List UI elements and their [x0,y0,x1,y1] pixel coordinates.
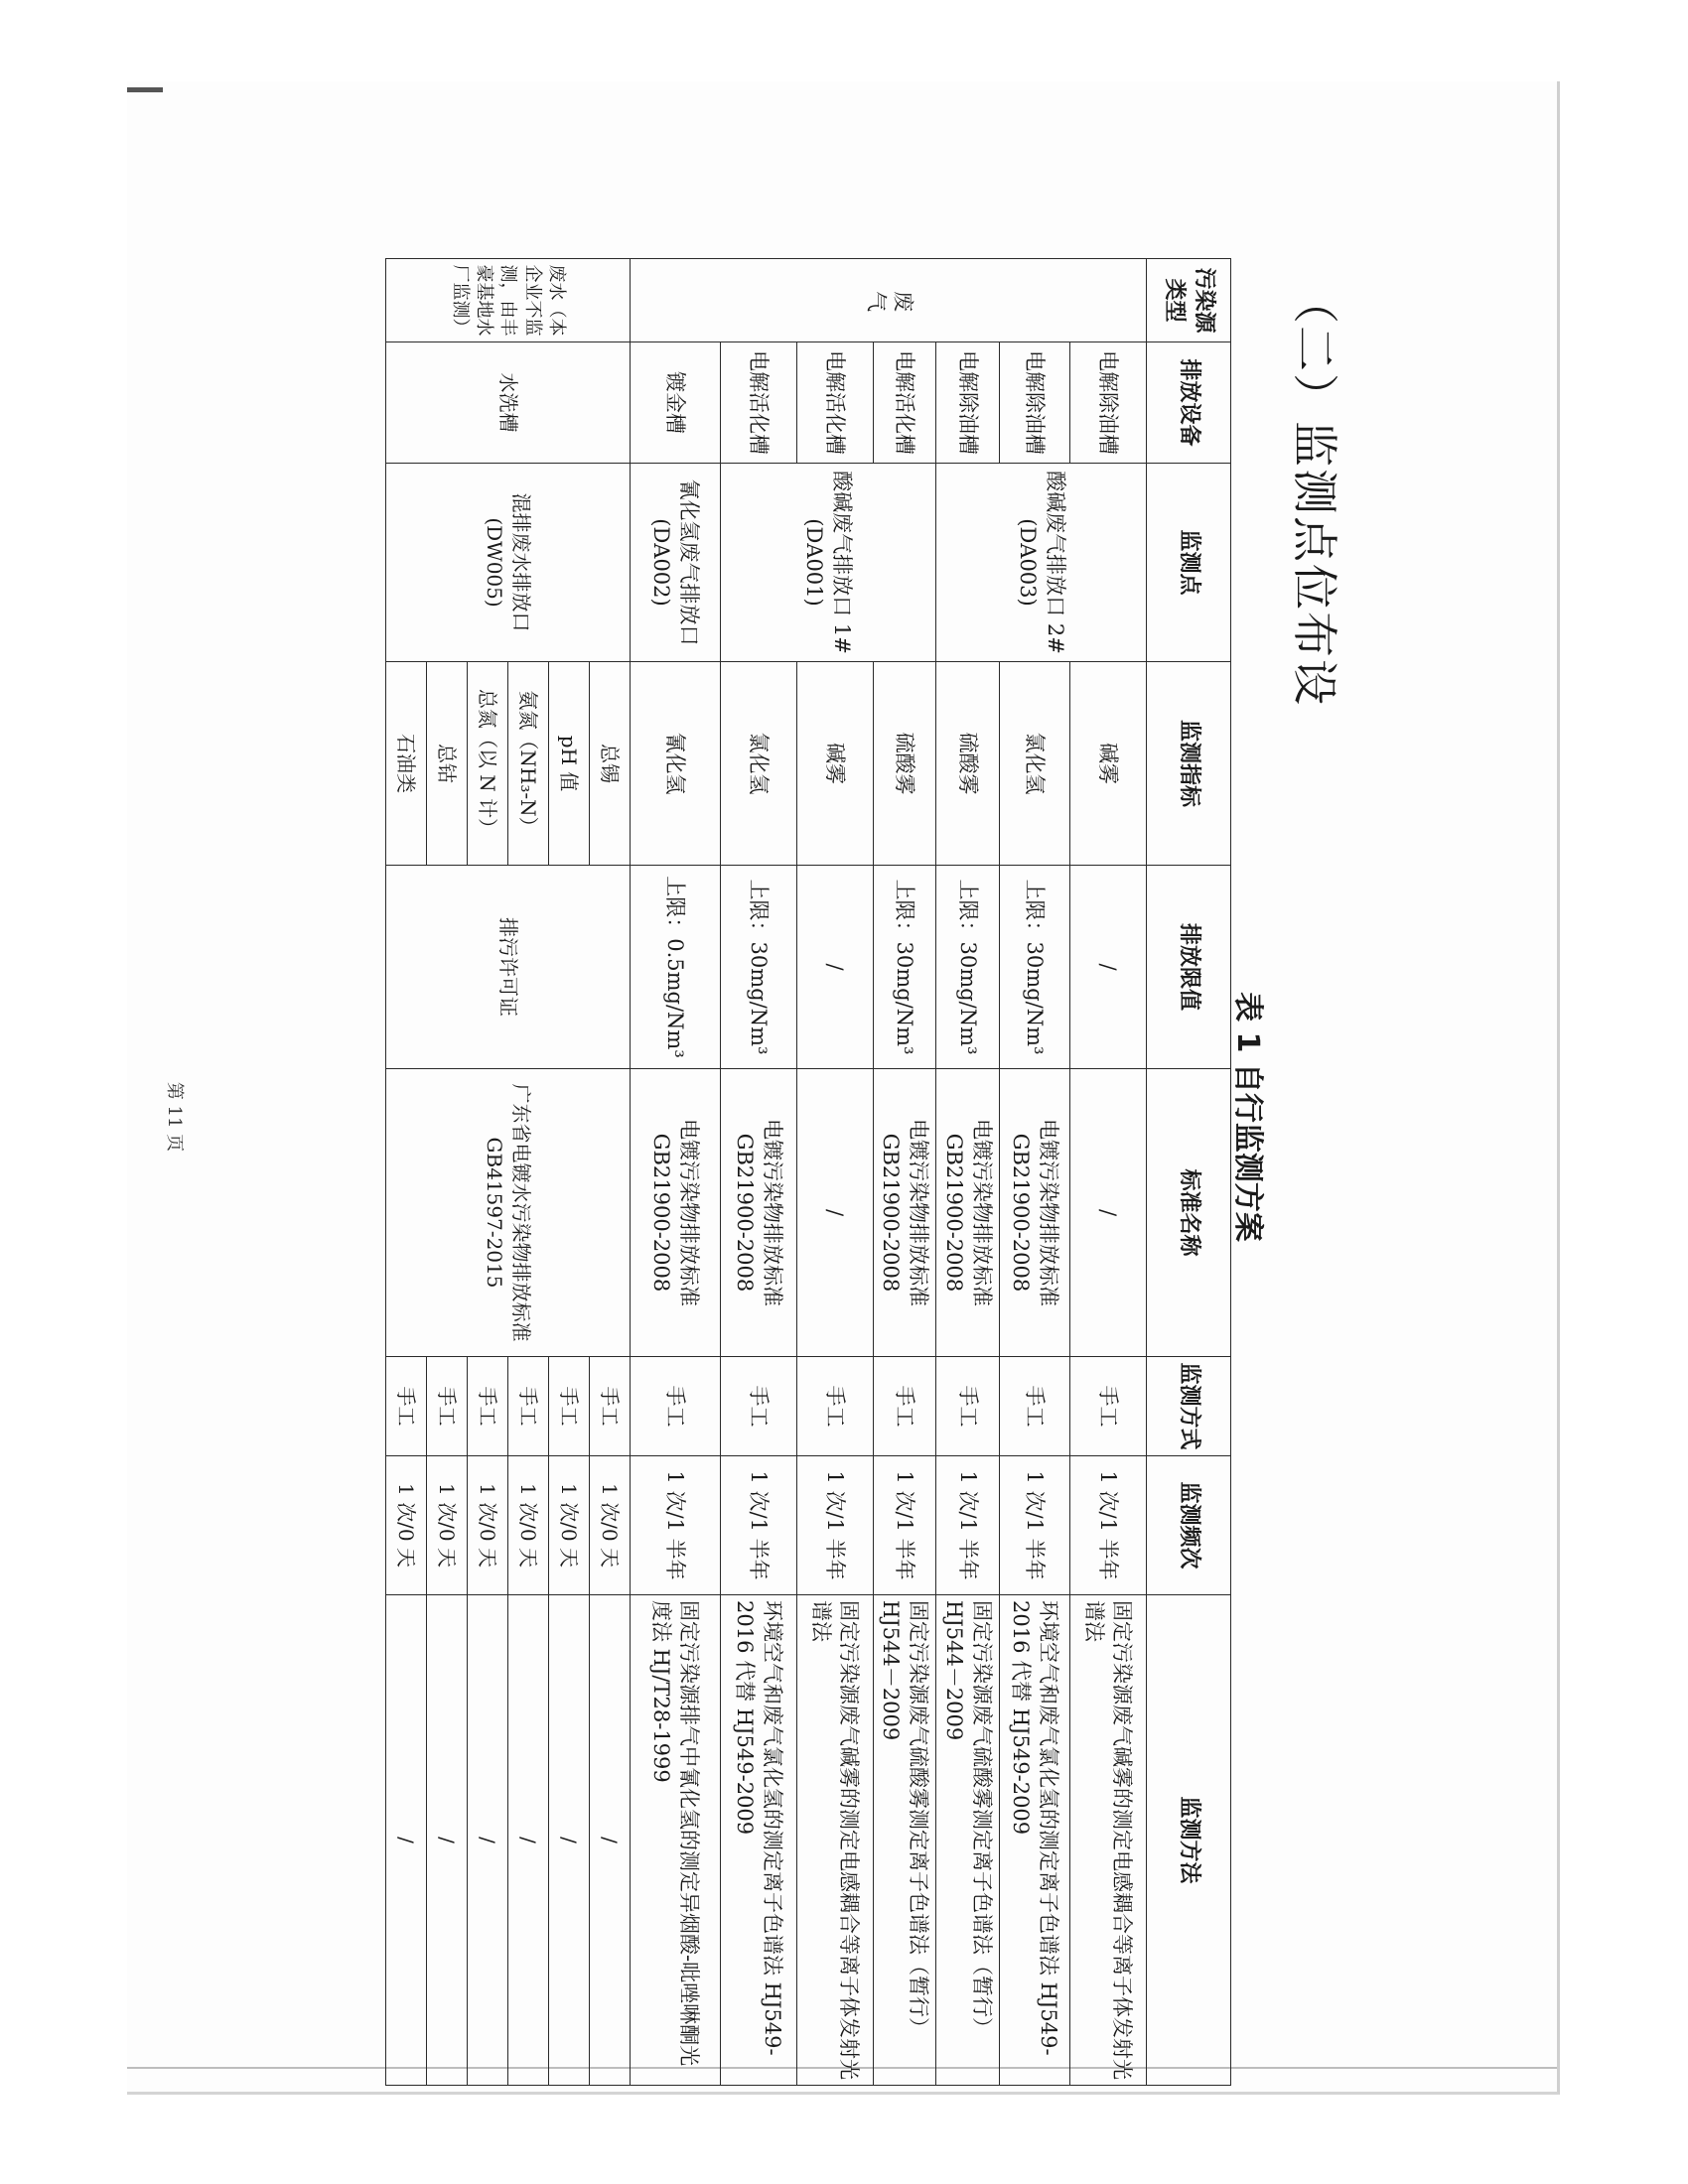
freq-cell: 1 次/0 天 [467,1456,507,1595]
mode-cell: 手工 [720,1357,796,1456]
method-cell: 固定污染源废气硫酸雾测定离子色谱法（暂行）HJ544－2009 [873,1595,936,2086]
standard-cell: 电镀污染物排放标准 GB21900-2008 [1000,1069,1070,1357]
method-cell: 固定污染源排气中氰化氢的测定异烟酸-吡唑啉酮光度法 HJ/T28-1999 [630,1595,720,2086]
equipment-cell: 镀金槽 [630,342,720,464]
table-caption: 表 1 自行监测方案 [1230,992,1265,1242]
mode-cell: 手工 [1070,1357,1147,1456]
freq-cell: 1 次/1 半年 [1070,1456,1147,1595]
indicator-cell: 总钴 [426,662,467,866]
mode-cell: 手工 [796,1357,873,1456]
limit-cell: 上限：30mg/Nm³ [873,866,936,1069]
indicator-cell: 石油类 [385,662,426,866]
method-cell: 固定污染源废气碱雾的测定电感耦合等离子体发射光谱法 [796,1595,873,2086]
monitoring-table [385,258,1231,2086]
freq-cell: 1 次/1 半年 [1000,1456,1070,1595]
freq-cell: 1 次/0 天 [507,1456,548,1595]
standard-cell: 电镀污染物排放标准 GB21900-2008 [720,1069,796,1357]
standard-cell: 电镀污染物排放标准 GB21900-2008 [873,1069,936,1357]
indicator-cell: 氯化氢 [1000,662,1070,866]
method-cell: / [589,1595,630,2086]
pollutant-type-water: 废水（本企业不监测，由丰豪基地水厂监测） [385,259,630,342]
freq-cell: 1 次/0 天 [426,1456,467,1595]
scan-mark [127,87,163,92]
header-cell: 标准名称 [1147,1069,1231,1357]
limit-cell: 上限：0.5mg/Nm³ [630,866,720,1069]
equipment-cell: 电解活化槽 [796,342,873,464]
indicator-cell: 氯化氢 [720,662,796,866]
mode-cell: 手工 [385,1357,426,1456]
method-cell: / [548,1595,589,2086]
mode-cell: 手工 [548,1357,589,1456]
equipment-cell: 电解活化槽 [720,342,796,464]
header-cell: 监测方法 [1147,1595,1231,2086]
indicator-cell: 硫酸雾 [873,662,936,866]
pollutant-type-gas: 废气 [630,259,1146,342]
header-cell: 排放限值 [1147,866,1231,1069]
mode-cell: 手工 [1000,1357,1070,1456]
point-cell: 混排废水排放口(DW005) [385,464,630,662]
rotated-content [134,149,1380,2085]
freq-cell: 1 次/0 天 [548,1456,589,1595]
point-cell: 氰化氢废气排放口(DA002) [630,464,720,662]
limit-cell: 上限：30mg/Nm³ [936,866,1000,1069]
table-row [1070,259,1147,2086]
header-cell: 监测频次 [1147,1456,1231,1595]
point-cell: 酸碱废气排放口 2#(DA003) [936,464,1147,662]
standard-cell: / [1070,1069,1147,1357]
indicator-cell: 硫酸雾 [936,662,1000,866]
standard-cell: / [796,1069,873,1357]
freq-cell: 1 次/1 半年 [630,1456,720,1595]
header-cell: 排放设备 [1147,342,1231,464]
method-cell: / [385,1595,426,2086]
method-cell: / [467,1595,507,2086]
freq-cell: 1 次/0 天 [385,1456,426,1595]
table-row [589,259,630,2086]
freq-cell: 1 次/1 半年 [936,1456,1000,1595]
equipment-cell: 电解除油槽 [1000,342,1070,464]
table-row [630,259,720,2086]
header-row [1147,259,1231,2086]
method-cell: / [507,1595,548,2086]
freq-cell: 1 次/1 半年 [873,1456,936,1595]
header-cell: 监测指标 [1147,662,1231,866]
section-heading: （二）监测点位布设 [1288,278,1341,707]
freq-cell: 1 次/0 天 [589,1456,630,1595]
indicator-cell: pH 值 [548,662,589,866]
indicator-cell: 总锡 [589,662,630,866]
mode-cell: 手工 [873,1357,936,1456]
standard-cell: 电镀污染物排放标准 GB21900-2008 [936,1069,1000,1357]
table-row [873,259,936,2086]
limit-cell: 上限：30mg/Nm³ [1000,866,1070,1069]
limit-cell: 上限：30mg/Nm³ [720,866,796,1069]
method-cell: / [426,1595,467,2086]
indicator-cell: 碱雾 [796,662,873,866]
method-cell: 固定污染源废气硫酸雾测定离子色谱法（暂行）HJ544－2009 [936,1595,1000,2086]
indicator-cell: 碱雾 [1070,662,1147,866]
indicator-cell: 氰化氢 [630,662,720,866]
equipment-cell: 电解除油槽 [1070,342,1147,464]
mode-cell: 手工 [426,1357,467,1456]
equipment-cell: 电解活化槽 [873,342,936,464]
header-cell: 监测点 [1147,464,1231,662]
freq-cell: 1 次/1 半年 [720,1456,796,1595]
method-cell: 环境空气和废气氯化氢的测定离子色谱法 HJ549-2016 代替 HJ549-2009 [1000,1595,1070,2086]
equipment-cell: 水洗槽 [385,342,630,464]
freq-cell: 1 次/1 半年 [796,1456,873,1595]
mode-cell: 手工 [936,1357,1000,1456]
indicator-cell: 氨氮（NH₃-N） [507,662,548,866]
point-cell: 酸碱废气排放口 1#(DA001) [720,464,936,662]
page-number: 第 11 页 [164,1081,185,1153]
header-cell: 污染源类型 [1147,259,1231,342]
limit-cell: / [796,866,873,1069]
mode-cell: 手工 [630,1357,720,1456]
method-cell: 固定污染源废气碱雾的测定电感耦合等离子体发射光谱法 [1070,1595,1147,2086]
mode-cell: 手工 [507,1357,548,1456]
standard-cell: 广东省电镀水污染物排放标准 GB41597-2015 [385,1069,630,1357]
mode-cell: 手工 [467,1357,507,1456]
mode-cell: 手工 [589,1357,630,1456]
limit-cell: / [1070,866,1147,1069]
limit-cell: 排污许可证 [385,866,630,1069]
header-cell: 监测方式 [1147,1357,1231,1456]
standard-cell: 电镀污染物排放标准 GB21900-2008 [630,1069,720,1357]
indicator-cell: 总氮（以 N 计） [467,662,507,866]
method-cell: 环境空气和废气氯化氢的测定离子色谱法 HJ549-2016 代替 HJ549-2009 [720,1595,796,2086]
equipment-cell: 电解除油槽 [936,342,1000,464]
